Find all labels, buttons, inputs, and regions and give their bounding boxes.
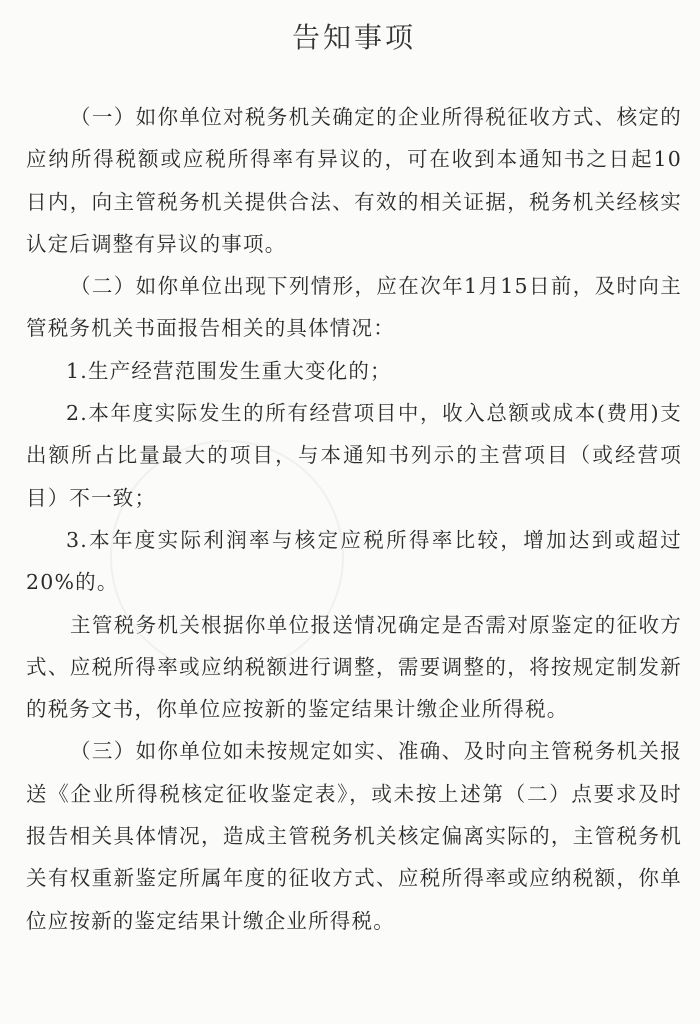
list-item-2: 2.本年度实际发生的所有经营项目中，收入总额或成本(费用)支出额所占比量最大的项目，与本通知书列示的主营项目（或经营项目）不一致； [26, 401, 682, 510]
list-item-1: 1.生产经营范围发生重大变化的； [66, 358, 392, 383]
paragraph-section-3: （三）如你单位如未按规定如实、准确、及时向主管税务机关报送《企业所得税核定征收鉴定表》，或未按上述第（二）点要求及时报告相关具体情况，造成主管税务机关核定偏离实际的，主管税务机关有权重新鉴定所属年度的征收方式、应税所得率或应纳税额，你单位应按新的鉴定结果计缴企业所得税。 [26, 739, 682, 933]
list-item-3: 3.本年度实际利润率与核定应税所得率比较，增加达到或超过20%的。 [26, 527, 682, 595]
document-title: 告知事项 [291, 21, 416, 54]
paragraph-adjustment: 主管税务机关根据你单位报送情况确定是否需对原鉴定的征收方式、应税所得率或应纳税额进行调整，需要调整的，将按规定制发新的税务文书，你单位应按新的鉴定结果计缴企业所得税。 [26, 612, 682, 722]
paragraph-section-1: （一）如你单位对税务机关确定的企业所得税征收方式、核定的应纳所得税额或应税所得率有异议的，可在收到本通知书之日起10日内，向主管税务机关提供合法、有效的相关证据，税务机关经核实认定后调整有异议的事项。 [26, 105, 682, 256]
paragraph-section-2: （二）如你单位出现下列情形，应在次年1月15日前，及时向主管税务机关书面报告相关的具体情况： [26, 274, 682, 341]
